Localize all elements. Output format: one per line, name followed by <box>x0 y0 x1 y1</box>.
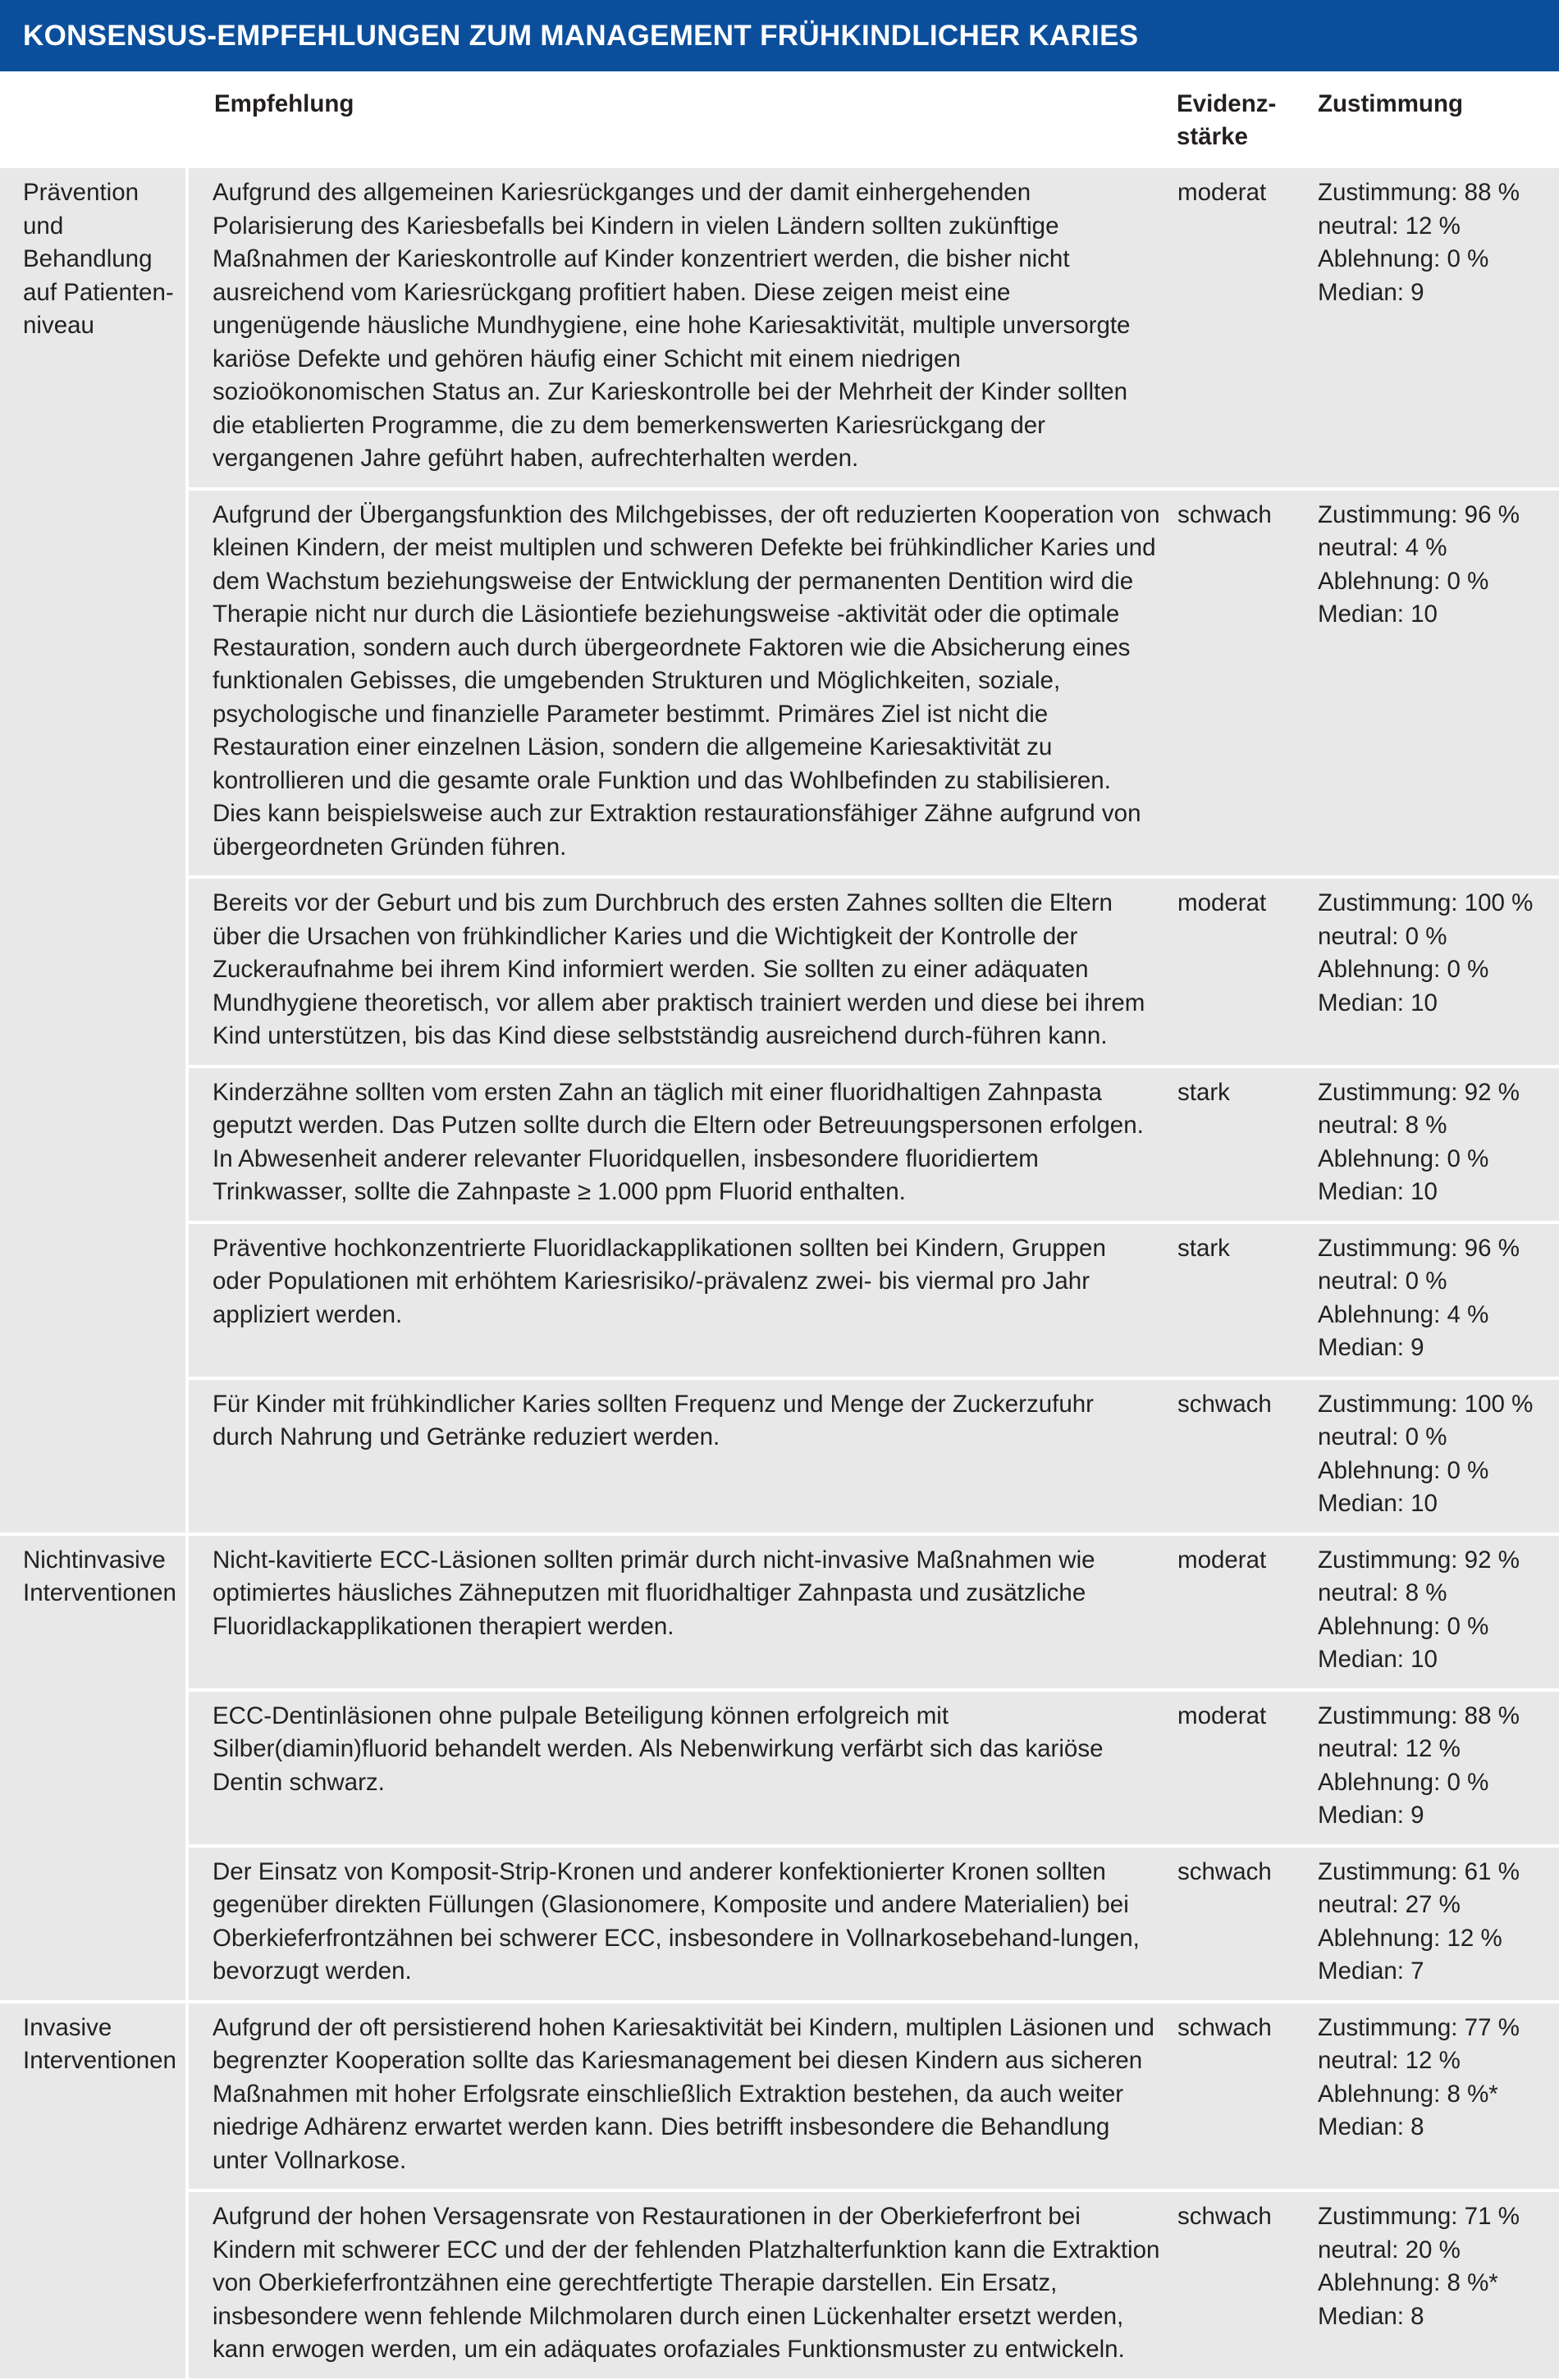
header-row <box>0 71 1559 167</box>
category-label-line: Nichtinvasive <box>23 1546 166 1574</box>
agreement-value: neutral: 4 % <box>1318 534 1447 561</box>
agreement-value: Median: 8 <box>1318 2113 1424 2140</box>
evidence-level: schwach <box>1172 2190 1313 2378</box>
agreement-value: Zustimmung: 100 % <box>1318 1390 1534 1418</box>
agreement-cell <box>1313 1067 1559 1222</box>
agreement-value: Ablehnung: 4 % <box>1318 1300 1489 1328</box>
category-label-line: auf Patienten- <box>23 278 174 306</box>
recommendation-text: Der Einsatz von Komposit-Strip-Kronen und anderer konfektionierter Kronen sollten gegenüber direkten Füllungen (Glasionomere, Komposite und andere Materialien) bei Oberkieferfrontzähnen bei schwerer ECC, insbesondere in Vollnarkosebehand-lungen, bevorzugt werden. <box>187 1846 1172 2002</box>
agreement-value: Ablehnung: 0 % <box>1318 1144 1489 1172</box>
header-zustimmung: Zustimmung <box>1313 71 1559 167</box>
evidence-level: stark <box>1172 1067 1313 1222</box>
agreement-value: Median: 10 <box>1318 1178 1438 1205</box>
evidence-level: moderat <box>1172 877 1313 1067</box>
category-cell <box>0 1534 187 2002</box>
agreement-cell <box>1313 2002 1559 2191</box>
agreement-cell <box>1313 1534 1559 1690</box>
agreement-cell <box>1313 167 1559 489</box>
header-evidenz-line2: stärke <box>1177 123 1248 150</box>
category-label-line: Invasive <box>23 2013 112 2041</box>
evidence-level: schwach <box>1172 489 1313 878</box>
table-row <box>0 1067 1559 1222</box>
table-body <box>0 167 1559 2378</box>
agreement-value: neutral: 12 % <box>1318 2047 1461 2074</box>
agreement-value: Zustimmung: 96 % <box>1318 500 1520 528</box>
header-empfehlung: Empfehlung <box>187 71 1172 167</box>
agreement-value: neutral: 20 % <box>1318 2236 1461 2264</box>
recommendation-text: Kinderzähne sollten vom ersten Zahn an täglich mit einer fluoridhaltigen Zahnpasta geputzt werden. Das Putzen sollte durch die Eltern oder Betreuungspersonen erfolgen. In Abwesenheit anderer relevanter Fluoridquellen, insbesondere fluoridiertem Trinkwasser, sollte die Zahnpaste ≥ 1.000 ppm Fluorid enthalten. <box>187 1067 1172 1222</box>
table-row <box>0 1534 1559 1690</box>
agreement-value: Zustimmung: 77 % <box>1318 2013 1520 2041</box>
agreement-value: Zustimmung: 92 % <box>1318 1078 1520 1106</box>
agreement-value: neutral: 8 % <box>1318 1112 1447 1139</box>
recommendation-text: Aufgrund der oft persistierend hohen Kariesaktivität bei Kindern, multiplen Läsionen und begrenzter Kooperation sollte das Kariesmanagement bei diesen Kindern aus sicheren Maßnahmen mit hoher Erfolgsrate einschließlich Extraktion bestehen, da auch weiter niedrige Adhärenz erwartet werden kann. Dies betrifft insbesondere die Behandlung unter Vollnarkose. <box>187 2002 1172 2191</box>
agreement-value: neutral: 12 % <box>1318 1735 1461 1762</box>
evidence-level: schwach <box>1172 1846 1313 2002</box>
category-label-line: niveau <box>23 312 94 339</box>
table-row <box>0 1690 1559 1846</box>
agreement-value: Zustimmung: 71 % <box>1318 2203 1520 2230</box>
table-title: KONSENSUS-EMPFEHLUNGEN ZUM MANAGEMENT FRÜHKINDLICHER KARIES <box>23 19 1139 52</box>
agreement-value: Zustimmung: 100 % <box>1318 889 1534 916</box>
category-label-line: und <box>23 212 64 240</box>
category-cell <box>0 2002 187 2378</box>
category-label-line: Interventionen <box>23 1579 176 1606</box>
header-category <box>0 71 187 167</box>
evidence-level: moderat <box>1172 167 1313 489</box>
category-label-line: Interventionen <box>23 2047 176 2074</box>
agreement-value: neutral: 0 % <box>1318 1423 1447 1450</box>
category-label-line: Behandlung <box>23 245 153 272</box>
agreement-value: Zustimmung: 92 % <box>1318 1546 1520 1574</box>
table-row <box>0 1846 1559 2002</box>
recommendation-text: Aufgrund der hohen Versagensrate von Restaurationen in der Oberkieferfront bei Kindern mit schwerer ECC und der der fehlenden Platzhalterfunktion kann die Extraktion von Oberkieferfrontzähnen eine gerechtfertigte Therapie darstellen. Ein Ersatz, insbesondere wenn fehlende Milchmolaren durch einen Lückenhalter ersetzt werden, kann erwogen werden, um ein adäquates orofaziales Funktionsmuster zu entwickeln. <box>187 2190 1172 2378</box>
recommendation-text: Für Kinder mit frühkindlicher Karies sollten Frequenz und Menge der Zuckerzufuhr durch Nahrung und Getränke reduziert werden. <box>187 1378 1172 1534</box>
agreement-value: Ablehnung: 8 %* <box>1318 2269 1498 2296</box>
agreement-value: Median: 10 <box>1318 1646 1438 1673</box>
recommendations-table <box>0 71 1559 2378</box>
agreement-cell <box>1313 1378 1559 1534</box>
agreement-value: Zustimmung: 88 % <box>1318 179 1520 206</box>
agreement-value: neutral: 8 % <box>1318 1579 1447 1606</box>
agreement-value: Ablehnung: 8 %* <box>1318 2080 1498 2108</box>
evidence-level: schwach <box>1172 2002 1313 2191</box>
agreement-cell <box>1313 1846 1559 2002</box>
evidence-level: moderat <box>1172 1690 1313 1846</box>
agreement-value: neutral: 12 % <box>1318 212 1461 240</box>
agreement-value: Ablehnung: 0 % <box>1318 1768 1489 1796</box>
agreement-value: Ablehnung: 0 % <box>1318 956 1489 983</box>
agreement-value: Ablehnung: 0 % <box>1318 245 1489 272</box>
agreement-value: Zustimmung: 96 % <box>1318 1234 1520 1262</box>
agreement-value: Zustimmung: 61 % <box>1318 1857 1520 1885</box>
agreement-value: Zustimmung: 88 % <box>1318 1702 1520 1729</box>
agreement-value: Ablehnung: 12 % <box>1318 1924 1502 1952</box>
table-row <box>0 1378 1559 1534</box>
agreement-cell <box>1313 489 1559 878</box>
agreement-value: Median: 9 <box>1318 1802 1424 1829</box>
header-evidenz-line1: Evidenz- <box>1177 90 1277 117</box>
table-row <box>0 877 1559 1067</box>
agreement-value: neutral: 0 % <box>1318 1268 1447 1295</box>
agreement-value: neutral: 0 % <box>1318 922 1447 950</box>
recommendation-text: Aufgrund der Übergangsfunktion des Milchgebisses, der oft reduzierten Kooperation von kleinen Kindern, der meist multiplen und schweren Defekte bei frühkindlicher Karies und dem Wachstum beziehungsweise der Entwicklung der permanenten Dentition wird die Therapie nicht nur durch die Läsiontiefe beziehungsweise -aktivität oder die optimale Restauration, sondern auch durch übergeordnete Faktoren wie die Absicherung eines funktionalen Gebisses, die umgebenden Strukturen und Möglichkeiten, soziale, psychologische und finanzielle Parameter bestimmt. Primäres Ziel ist nicht die Restauration einer einzelnen Läsion, sondern die allgemeine Kariesaktivität zu kontrollieren und die gesamte orale Funktion und das Wohlbefinden zu stabilisieren. Dies kann beispielsweise auch zur Extraktion restaurationsfähiger Zähne aufgrund von übergeordneten Gründen führen. <box>187 489 1172 878</box>
table-title-bar <box>0 0 1559 71</box>
evidence-level: stark <box>1172 1222 1313 1378</box>
agreement-cell <box>1313 877 1559 1067</box>
recommendation-text: Präventive hochkonzentrierte Fluoridlackapplikationen sollten bei Kindern, Gruppen oder Populationen mit erhöhtem Kariesrisiko/-prävalenz zwei- bis viermal pro Jahr appliziert werden. <box>187 1222 1172 1378</box>
table-row <box>0 489 1559 878</box>
agreement-value: Median: 8 <box>1318 2302 1424 2330</box>
agreement-value: neutral: 27 % <box>1318 1891 1461 1918</box>
agreement-value: Median: 9 <box>1318 1334 1424 1361</box>
agreement-cell <box>1313 1690 1559 1846</box>
recommendation-text: ECC-Dentinläsionen ohne pulpale Beteiligung können erfolgreich mit Silber(diamin)fluorid behandelt werden. Als Nebenwirkung verfärbt sich das kariöse Dentin schwarz. <box>187 1690 1172 1846</box>
evidence-level: moderat <box>1172 1534 1313 1690</box>
agreement-value: Median: 7 <box>1318 1957 1424 1985</box>
table-row <box>0 1222 1559 1378</box>
evidence-level: schwach <box>1172 1378 1313 1534</box>
table-row <box>0 2190 1559 2378</box>
recommendation-text: Nicht-kavitierte ECC-Läsionen sollten primär durch nicht-invasive Maßnahmen wie optimiertes häusliches Zähneputzen mit fluoridhaltiger Zahnpasta und zusätzliche Fluoridlackapplikationen therapiert werden. <box>187 1534 1172 1690</box>
agreement-value: Median: 9 <box>1318 278 1424 306</box>
agreement-value: Median: 10 <box>1318 989 1438 1016</box>
agreement-value: Ablehnung: 0 % <box>1318 567 1489 595</box>
recommendation-text: Bereits vor der Geburt und bis zum Durchbruch des ersten Zahnes sollten die Eltern über die Ursachen von frühkindlicher Karies und die Wichtigkeit der Kontrolle der Zuckeraufnahme bei ihrem Kind informiert werden. Sie sollten zu einer adäquaten Mundhygiene theoretisch, vor allem aber praktisch trainiert werden und diese bei ihrem Kind unterstützen, bis das Kind diese selbstständig ausreichend durch-führen kann. <box>187 877 1172 1067</box>
header-evidenz <box>1172 71 1313 167</box>
category-cell <box>0 167 187 1534</box>
agreement-value: Ablehnung: 0 % <box>1318 1456 1489 1484</box>
agreement-value: Ablehnung: 0 % <box>1318 1612 1489 1640</box>
table-row <box>0 167 1559 489</box>
category-label-line: Prävention <box>23 179 139 206</box>
recommendation-text: Aufgrund des allgemeinen Kariesrückganges und der damit einhergehenden Polarisierung des Kariesbefalls bei Kindern in vielen Ländern sollten zukünftige Maßnahmen der Karieskontrolle auf Kinder konzentriert werden, die bisher nicht ausreichend vom Kariesrückgang profitiert haben. Diese zeigen meist eine ungenügende häusliche Mundhygiene, eine hohe Kariesaktivität, multiple unversorgte kariöse Defekte und gehören häufig einer Schicht mit einem niedrigen sozioökonomischen Status an. Zur Karieskontrolle bei der Mehrheit der Kinder sollten die etablierten Programme, die zu dem bemerkenswerten Kariesrückgang der vergangenen Jahre geführt haben, aufrechterhalten werden. <box>187 167 1172 489</box>
agreement-value: Median: 10 <box>1318 1490 1438 1517</box>
agreement-value: Median: 10 <box>1318 601 1438 628</box>
agreement-cell <box>1313 1222 1559 1378</box>
agreement-cell <box>1313 2190 1559 2378</box>
table-row <box>0 2002 1559 2191</box>
